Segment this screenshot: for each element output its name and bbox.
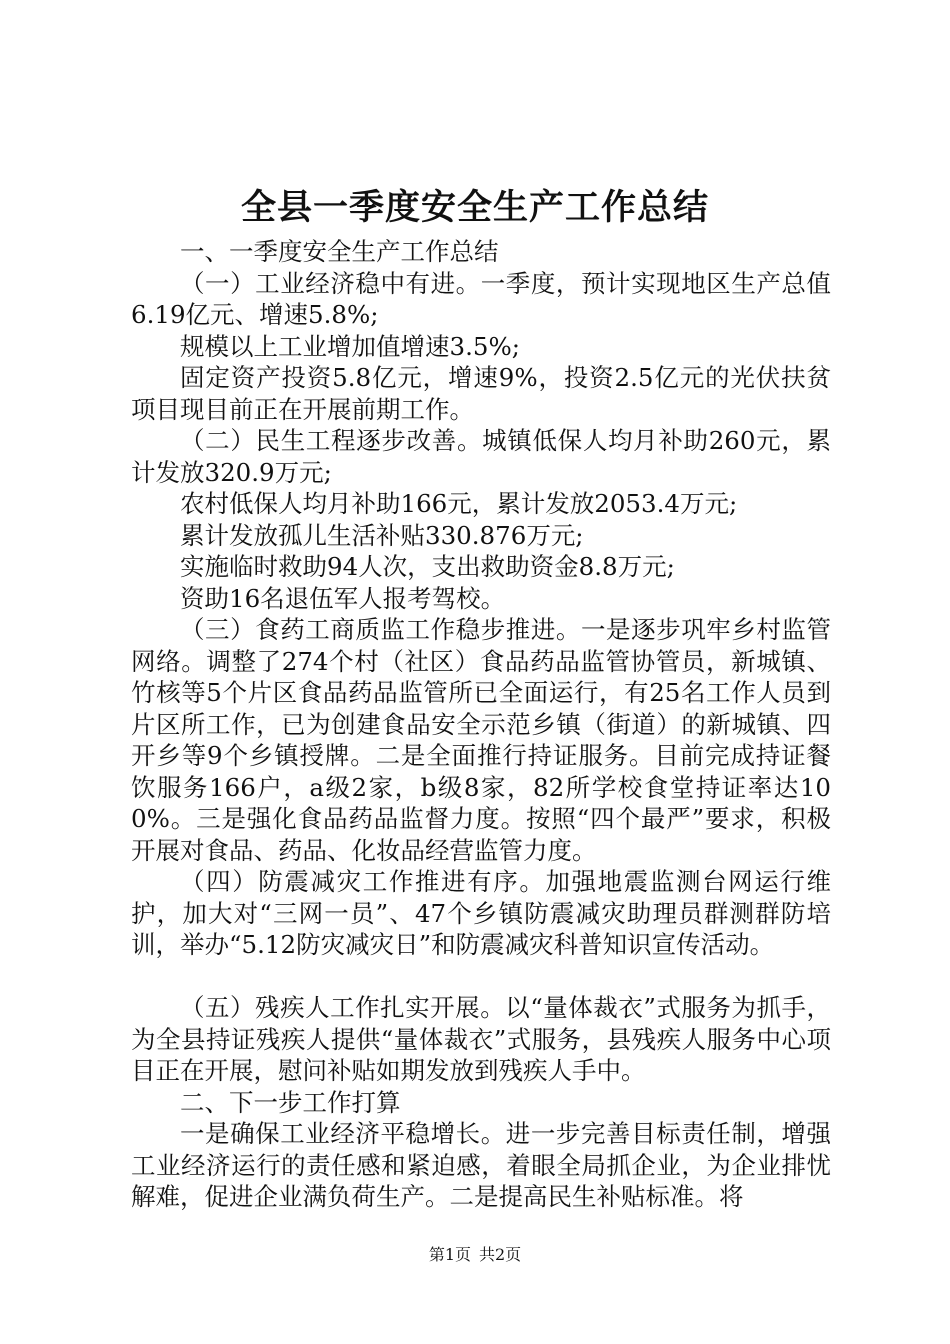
paragraph-industry-scale: 规模以上工业增加值增速3.5%; [180, 331, 520, 361]
document-title: 全县一季度安全生产工作总结 [240, 187, 709, 228]
document-body [131, 236, 831, 1213]
paragraph-next-steps: 一是确保工业经济平稳增长。进一步完善目标责任制，增强工业经济运行的责任感和紧迫感，着眼全局抓企业，为企业排忧解难，促进企业满负荷生产。二是提高民生补贴标准。将 [131, 1119, 831, 1211]
paragraph-food-drug: （三）食药工商质监工作稳步推进。一是逐步巩牢乡村监管网络。调整了274个村（社区）食品药品监管协管员，新城镇、竹核等5个片区食品药品监管所已全面运行，有25名工作人员到片区所工作，已为创建食品安全示范乡镇（街道）的新城镇、四开乡等9个乡镇授牌。二是全面推行持证服务。目前完成持证餐饮服务166户，a级2家，b级8家，82所学校食堂持证率达100%。三是强化食品药品监督力度。按照“四个最严”要求，积极开展对食品、药品、化妆品经营监管力度。 [131, 615, 831, 865]
page-number: 第1页 [428, 1245, 471, 1264]
paragraph-veterans: 资助16名退伍军人报考驾校。 [180, 583, 506, 613]
section-heading-2: 二、下一步工作打算 [180, 1087, 401, 1117]
section-heading-1: 一、一季度安全生产工作总结 [180, 237, 499, 266]
paragraph-orphan-subsidy: 累计发放孤儿生活补贴330.876万元; [180, 520, 584, 550]
paragraph-rural-allowance: 农村低保人均月补助166元，累计发放2053.4万元; [180, 489, 738, 518]
paragraph-temporary-relief: 实施临时救助94人次，支出救助资金8.8万元; [180, 552, 675, 581]
paragraph-investment: 固定资产投资5.8亿元，增速9%，投资2.5亿元的光伏扶贫项目现目前正在开展前期工作。 [131, 363, 831, 424]
paragraph-livelihood: （二）民生工程逐步改善。城镇低保人均月补助260元，累计发放320.9万元; [131, 426, 831, 487]
paragraph-earthquake: （四）防震减灾工作推进有序。加强地震监测台网运行维护，加大对“三网一员”、47个乡镇防震减灾助理员群测群防培训，举办“5.12防灾减灾日”和防震减灾科普知识宣传活动。 [131, 867, 831, 959]
paragraph-industry: （一）工业经济稳中有进。一季度，预计实现地区生产总值6.19亿元、增速5.8%; [131, 268, 831, 329]
page-footer [0, 1244, 950, 1266]
page-total: 共2页 [479, 1245, 522, 1264]
paragraph-disability: （五）残疾人工作扎实开展。以“量体裁衣”式服务为抓手，为全县持证残疾人提供“量体裁衣”式服务，县残疾人服务中心项目正在开展，慰问补贴如期发放到残疾人手中。 [131, 993, 831, 1085]
paragraph-spacer [131, 961, 831, 993]
